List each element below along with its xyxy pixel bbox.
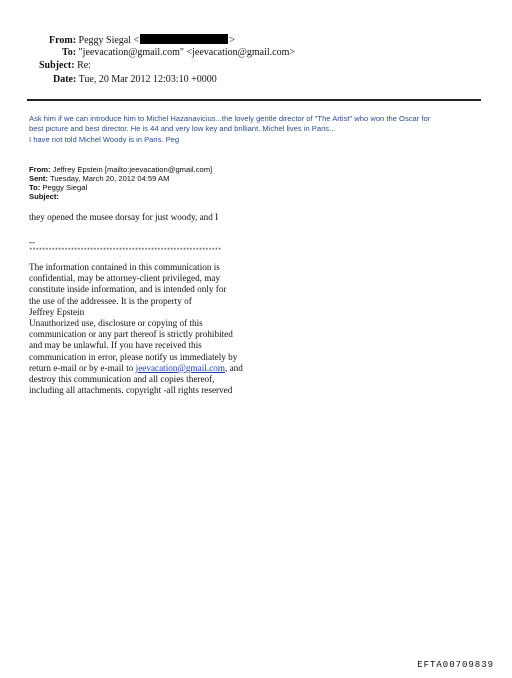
header-subject-label: Subject: [39, 60, 75, 71]
reply-line-2: best picture and best director. He is 44 and very low key and brilliant. Michel lives in Paris... [29, 124, 336, 133]
disclaimer-post-link: , and [224, 362, 243, 373]
disclaimer-line: communication in error, please notify us immediately by [29, 351, 238, 362]
fwd-subject-label: Subject: [29, 192, 59, 201]
disclaimer [29, 262, 243, 396]
disclaimer-line-with-link [29, 363, 243, 374]
disclaimer-line: confidential, may be attorney-client privileged, may [29, 273, 221, 284]
header-to-label: To: [62, 47, 77, 58]
fwd-sent-value: Tuesday, March 20, 2012 04:59 AM [49, 174, 170, 183]
fwd-to [29, 183, 87, 192]
disclaimer-line: The information contained in this communication is [29, 262, 220, 272]
signature-separator: -- [29, 237, 36, 247]
header-subject [39, 60, 91, 72]
reply-line-3: I have not told Michel Woody is in Paris. Peg [29, 135, 180, 144]
header-to [62, 47, 295, 59]
header-to-value: "jeevacation@gmail.com" <jeevacation@gmail.com> [78, 47, 295, 58]
disclaimer-line: and may be unlawful. If you have received this [29, 340, 202, 351]
fwd-subject [29, 192, 59, 201]
header-from [49, 34, 235, 47]
disclaimer-line: Unauthorized use, disclosure or copying of this [29, 318, 203, 329]
fwd-from-label: From: [29, 165, 51, 174]
fwd-sent-label: Sent: [29, 174, 48, 183]
reply-line-1: Ask him if we can introduce him to Michel Hazanavicius...the lovely gentle director of "The Artist" who won the Oscar for [29, 114, 431, 123]
fwd-sent [29, 174, 169, 183]
fwd-from-value: Jeffrey Epstein [mailto:jeevacation@gmail.com] [52, 165, 213, 174]
header-subject-value: Re: [77, 60, 91, 71]
header-divider [27, 99, 481, 101]
header-date-label: Date: [53, 74, 77, 85]
header-from-value: Peggy Siegal < [78, 35, 140, 46]
disclaimer-pre-link: return e-mail or by e-mail to [29, 362, 136, 373]
header-date-value: Tue, 20 Mar 2012 12:03:10 +0000 [78, 74, 217, 85]
disclaimer-line: the use of the addressee. It is the property of [29, 295, 192, 306]
disclaimer-line: including all attachments. copyright -all rights reserved [29, 385, 233, 396]
disclaimer-line: destroy this communication and all copies thereof, [29, 374, 215, 385]
message-body: they opened the musee dorsay for just woody, and I [29, 212, 219, 222]
disclaimer-line: Jeffrey Epstein [29, 306, 85, 317]
redaction-bar [140, 34, 228, 44]
disclaimer-line: communication or any part thereof is strictly prohibited [29, 329, 233, 340]
header-date [53, 74, 217, 86]
bates-number: EFTA00709839 [417, 660, 494, 670]
email-link[interactable]: jeevacation@gmail.com [135, 362, 225, 373]
fwd-from [29, 165, 212, 174]
fwd-to-value: Peggy Siegal [42, 183, 88, 192]
disclaimer-line: constitute inside information, and is intended only for [29, 284, 227, 295]
header-from-close: > [229, 35, 235, 46]
fwd-to-label: To: [29, 183, 41, 192]
header-from-label: From: [49, 35, 77, 46]
star-divider: ************************************************************ [29, 247, 222, 254]
